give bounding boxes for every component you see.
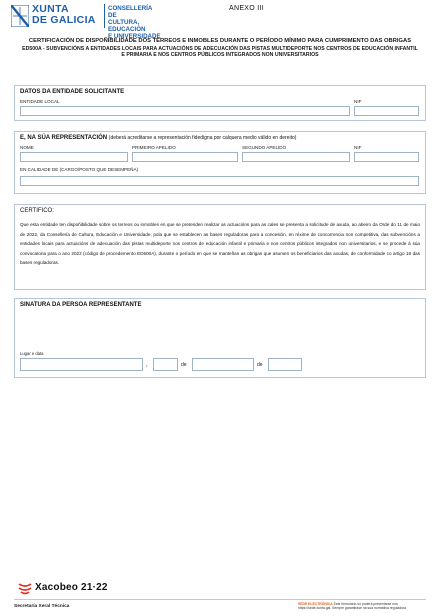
place-field[interactable] — [20, 358, 143, 371]
name-label: NOME — [20, 145, 34, 150]
surname1-label: PRIMEIRO APELIDO — [132, 145, 176, 150]
footer-notice-text: Este formulario só poderá presentarse nos https://sede.xunta.gal. Sempre garantirase na súa normativa reguladora — [298, 602, 406, 611]
title-main: CERTIFICACIÓN DE DISPOÑIBILIDADE DOS TERREOS E INMOBLES DURANTE O PERÍODO MÍNIMO PARA CUMPRIMENTO DAS OBRIGAS — [28, 38, 412, 44]
xunta-logo — [11, 3, 161, 40]
signature-title: SINATURA DA PERSOA REPRESENTANTE — [20, 302, 142, 308]
rep-nif-label: NIF — [354, 145, 362, 150]
de-separator-1: de — [181, 362, 187, 368]
surname2-field[interactable] — [242, 152, 350, 162]
department-name: CONSELLERÍA DE CULTURA, EDUCACIÓN E UNIVERSIDADE — [108, 5, 161, 40]
xacobeo-logo — [18, 581, 118, 597]
entity-nif-field[interactable] — [354, 106, 419, 116]
representative-section-title: E, NA SÚA REPRESENTACIÓN (deberá acreditarse a representación fidedigna por calquera medio válido en dereito) — [20, 135, 297, 141]
role-label: EN CALIDADE DE (CARGO/POSTO QUE DESEMPEÑA) — [20, 167, 139, 172]
footer-divider — [14, 599, 426, 600]
representative-section — [14, 131, 426, 194]
day-field[interactable] — [153, 358, 178, 371]
signature-section — [14, 298, 426, 378]
place-date-label: Lugar e data — [20, 351, 44, 356]
role-field[interactable] — [20, 176, 419, 186]
entity-label: ENTIDADE LOCAL — [20, 99, 60, 104]
sede-electronica-label: SEDE ELECTRÓNICA — [298, 602, 333, 606]
entity-field[interactable] — [20, 106, 350, 116]
surname2-label: SEGUNDO APELIDO — [242, 145, 287, 150]
xacobeo-text: Xacobeo 21·22 — [35, 582, 108, 593]
footer-department: Secretaría Xeral Técnica — [14, 604, 70, 609]
name-field[interactable] — [20, 152, 128, 162]
document-title — [20, 38, 420, 58]
title-sub: ED500A - SUBVENCIÓNS A ENTIDADES LOCAIS PARA ACTUACIÓNS DE ADECUACIÓN DAS PISTAS MULTIDEPORTE NOS CENTROS DE EDUCACIÓN INFANTIL E PRIMARIA E NOS CENTROS PÚBLICOS INTEGRADOS NON UNIVERSITARIOS — [22, 46, 418, 59]
entity-nif-label: NIF — [354, 99, 362, 104]
surname1-field[interactable] — [132, 152, 238, 162]
rep-nif-field[interactable] — [354, 152, 419, 162]
xacobeo-mark-icon — [18, 581, 32, 595]
month-field[interactable] — [192, 358, 254, 371]
de-separator-2: de — [257, 362, 263, 368]
certify-body: Que esta entidade ten dispoñibilidade sobre os terreos ou inmobles en que se pretenden realizar as actuacións para as cales se presenta a solicitude de axuda, ao abeiro da Orde do 11 de maio de 2022, da Consellería de Cultura, Educación e Universidade, pola que se establecen as bases reguladoras para a concesión, en réxime de concorrencia non competitiva, das subvencións a entidades locais para actuacións de adecuación das pistas multideporte nos centros de educación infantil e primaria e nos centros públicos integrados non universitarios, e se procede á súa convocatoria para o ano 2022 (código de procedemento ED500A), durante o período en que se manteñan as obrigas que asumen os beneficiarios das axudas, de conformidade co artigo 18 das bases reguladoras. — [20, 222, 420, 266]
entity-section — [14, 85, 426, 121]
annex-label: ANEXO III — [229, 5, 264, 12]
footer-notice — [298, 602, 428, 610]
entity-section-title: DATOS DA ENTIDADE SOLICITANTE — [20, 89, 125, 95]
certify-section — [14, 204, 426, 290]
brand-name: XUNTA DE GALICIA — [32, 3, 96, 26]
year-field[interactable] — [268, 358, 302, 371]
xunta-flag-icon — [11, 5, 29, 27]
logo-divider — [104, 4, 105, 28]
certify-title: CERTIFICO: — [20, 208, 54, 214]
comma-separator: , — [146, 362, 148, 368]
